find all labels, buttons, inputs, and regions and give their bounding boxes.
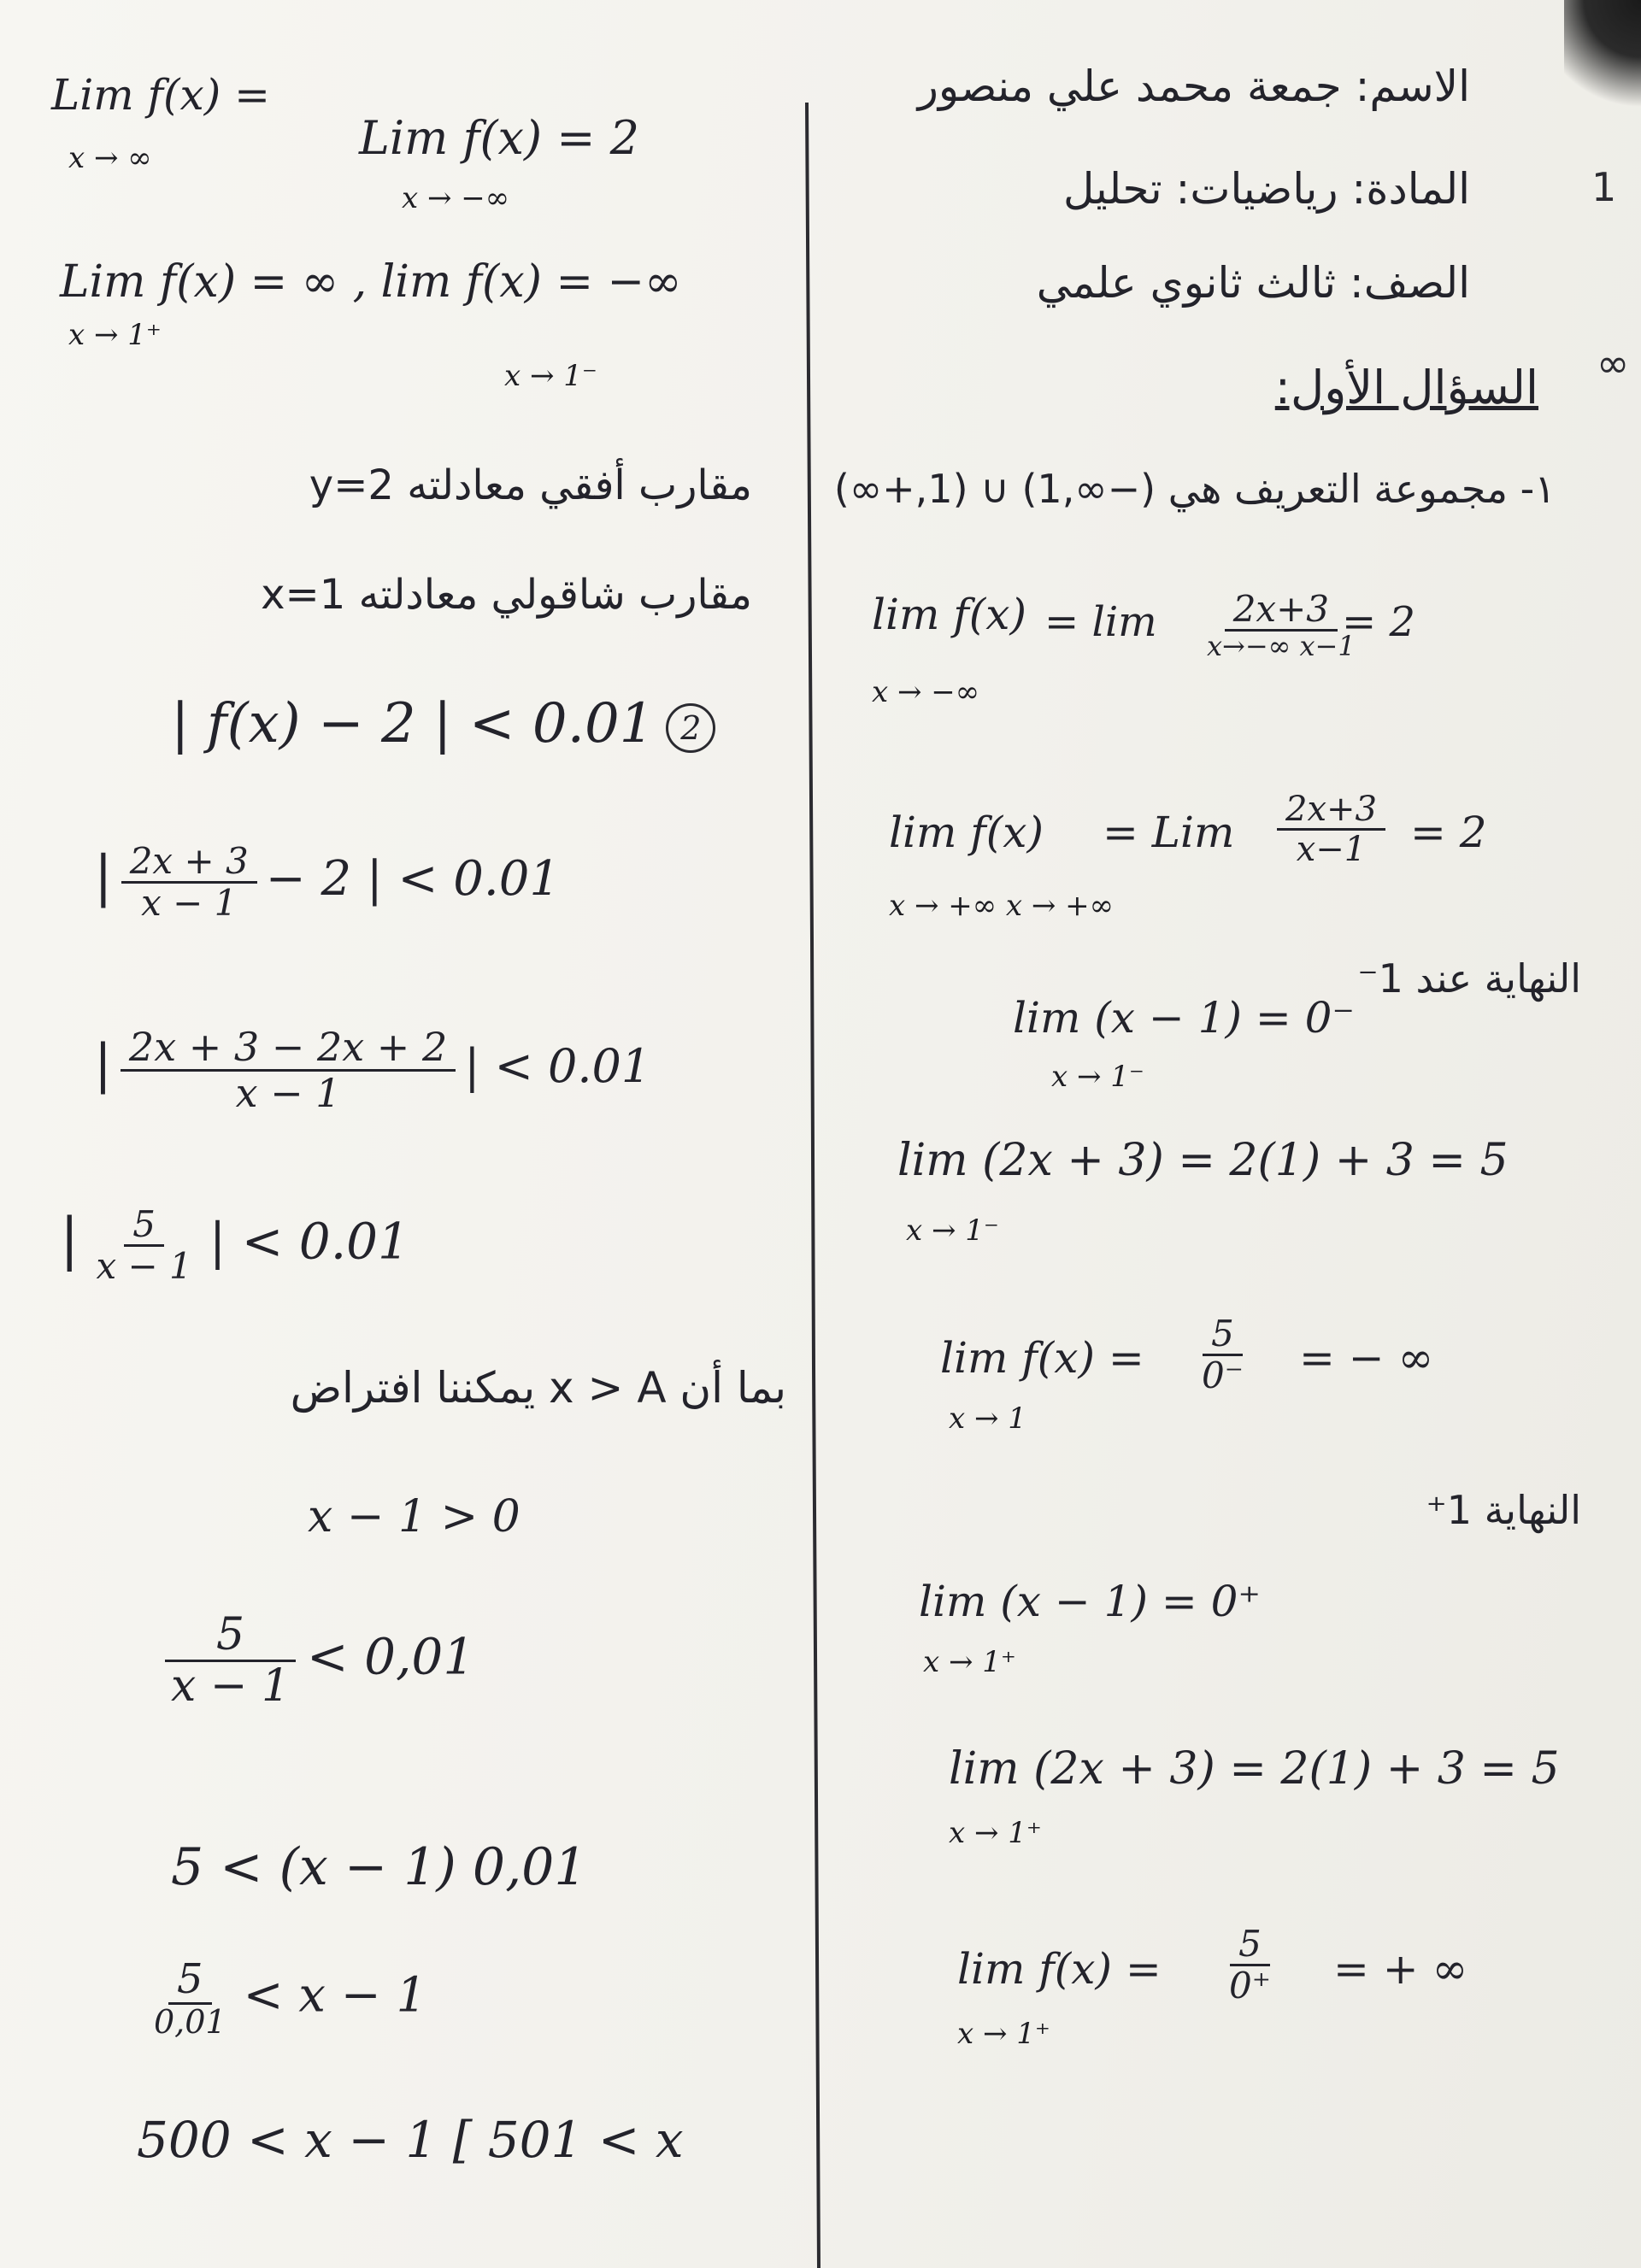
- assumption-line: بما أن x > A يمكننا افتراض: [290, 1363, 786, 1413]
- lim-f-right-fraction: [1212, 1924, 1288, 2006]
- lim-neg-inf-top: Lim f(x) = 2: [359, 111, 640, 165]
- lim-f-right-result: = + ∞: [1333, 1944, 1468, 1994]
- student-name: الاسم: جمعة محمد علي منصور: [917, 62, 1470, 111]
- lim-neg-inf-left: lim f(x): [872, 590, 1027, 639]
- lim-x-minus-1-left: lim (x − 1) = 0⁻: [1013, 993, 1355, 1043]
- lim-pos-inf-subscript: x → +∞ x → +∞: [889, 889, 1114, 923]
- vertical-asymptote: مقارب شاقولي معادلته x=1: [261, 571, 752, 619]
- grade-line: الصف: ثالث ثانوي علمي: [1036, 258, 1470, 308]
- left-limit-heading: النهاية عند 1⁻: [1357, 955, 1581, 1002]
- inequality-2-rest: − 2 | < 0.01: [265, 851, 560, 908]
- lim-f-right-subscript: x → 1⁺: [957, 2017, 1050, 2051]
- lim-pos-inf-result: = 2: [1410, 808, 1487, 857]
- horizontal-asymptote: مقارب أفقي معادلته y=2: [309, 461, 752, 509]
- lim-pos-inf-numerator: 2x+3: [1277, 790, 1385, 831]
- lim-f-right-numerator: 5: [1230, 1924, 1270, 1966]
- lim-x-minus-1-right: lim (x − 1) = 0⁺: [919, 1577, 1261, 1626]
- lim-f-left-result: = − ∞: [1299, 1333, 1434, 1383]
- inequality-4-numerator: 5: [124, 1205, 164, 1247]
- inequality-3-denominator: x − 1: [235, 1069, 341, 1116]
- inequality-4-denominator: x − 1: [96, 1245, 192, 1288]
- inequality-1: [171, 692, 715, 755]
- lim-2x3-right: lim (2x + 3) = 2(1) + 3 = 5: [949, 1743, 1560, 1795]
- inequality-7-rest: < x − 1: [243, 1967, 427, 2024]
- inequality-6: 5 < (x − 1) 0,01: [171, 1837, 587, 1897]
- lim-neg-inf-result: = 2: [1342, 598, 1416, 646]
- inequality-5: [154, 1611, 474, 1711]
- margin-mark-1: 1: [1591, 164, 1617, 210]
- lim-neg-inf-top-subscript: x → −∞: [402, 181, 510, 215]
- lim-f-left-fraction: [1185, 1314, 1261, 1395]
- lim-neg-inf-subscript: x → −∞: [872, 675, 980, 709]
- lim-1minus-subscript: x → 1⁻: [504, 359, 597, 393]
- circled-2: 2: [666, 703, 715, 753]
- lim-neg-inf-denominator: x→−∞ x−1: [1207, 630, 1356, 663]
- lim-f-left-numerator: 5: [1203, 1314, 1243, 1356]
- inequality-2: | $\frac{2x + 3}{x - 1}$ − 2 | < 0.01: [94, 840, 560, 925]
- lim-inf-top: Lim f(x) =: [51, 70, 271, 120]
- inequality-7-numerator: 5: [168, 1957, 212, 2005]
- lim-x-minus-1-left-subscript: x → 1⁻: [1051, 1060, 1144, 1094]
- inequality-7: [137, 1957, 426, 2041]
- inequality-3-rest: | < 0.01: [464, 1039, 651, 1094]
- lim-f-right-denominator: 0⁺: [1229, 1965, 1271, 2007]
- lim-f-left-denominator: 0⁻: [1202, 1354, 1244, 1397]
- lim-f-right: lim f(x) =: [957, 1944, 1162, 1994]
- lim-neg-inf-numerator: 2x+3: [1225, 590, 1338, 632]
- inequality-3-numerator: 2x + 3 − 2x + 2: [121, 1025, 456, 1072]
- inequality-5-rest: < 0,01: [307, 1627, 475, 1686]
- inequality-5-denominator: x − 1: [171, 1660, 291, 1713]
- lim-pos-inf-mid: = Lim: [1103, 808, 1235, 857]
- lim-2x3-left-subscript: x → 1⁻: [906, 1213, 999, 1248]
- lim-x-minus-1-right-subscript: x → 1⁺: [923, 1645, 1016, 1679]
- inequality-2-denominator: x − 1: [141, 882, 238, 925]
- inequality-1-text: | f(x) − 2 | < 0.01: [171, 692, 655, 755]
- lim-one-sided: Lim f(x) = ∞ , lim f(x) = −∞: [60, 256, 682, 308]
- inequality-4: | $\frac{5}{x - 1}$ | < 0.01: [60, 1203, 409, 1288]
- lim-2x3-left: lim (2x + 3) = 2(1) + 3 = 5: [897, 1135, 1509, 1186]
- right-limit-heading: النهاية 1⁺: [1426, 1487, 1581, 1533]
- page-corner-shadow: [1564, 0, 1641, 120]
- lim-f-left-subscript: x → 1: [949, 1401, 1026, 1436]
- positivity-line: x − 1 > 0: [308, 1491, 521, 1542]
- lim-1plus-subscript: x → 1⁺: [68, 318, 162, 352]
- lim-inf-top-subscript: x → ∞: [68, 141, 152, 175]
- subject-line: المادة: رياضيات: تحليل: [1062, 164, 1470, 214]
- lim-pos-inf-denominator: x−1: [1296, 830, 1367, 869]
- lim-pos-inf-fraction: [1268, 790, 1394, 868]
- inequality-8: 500 < x − 1 [ 501 < x: [137, 2111, 684, 2169]
- inequality-4-rest: | < 0.01: [209, 1212, 409, 1271]
- question-heading: السؤال الأول:: [1274, 361, 1538, 414]
- lim-neg-inf-mid: = lim: [1044, 598, 1157, 646]
- lim-2x3-right-subscript: x → 1⁺: [949, 1816, 1042, 1850]
- inequality-7-denominator: 0,01: [154, 2002, 226, 2041]
- lim-pos-inf-left: lim f(x): [889, 808, 1044, 857]
- inequality-3: | $\frac{2x + 3 - 2x + 2}{x - 1}$ | < 0.01: [94, 1024, 651, 1116]
- domain-item: ١- مجموعة التعريف هي (−∞,1) ∪ (1,+∞): [833, 466, 1556, 512]
- inequality-5-numerator: 5: [165, 1611, 296, 1662]
- inequality-2-numerator: 2x + 3: [121, 842, 257, 884]
- lim-f-left: lim f(x) =: [940, 1333, 1144, 1383]
- margin-mark-inf: ∞: [1597, 340, 1630, 386]
